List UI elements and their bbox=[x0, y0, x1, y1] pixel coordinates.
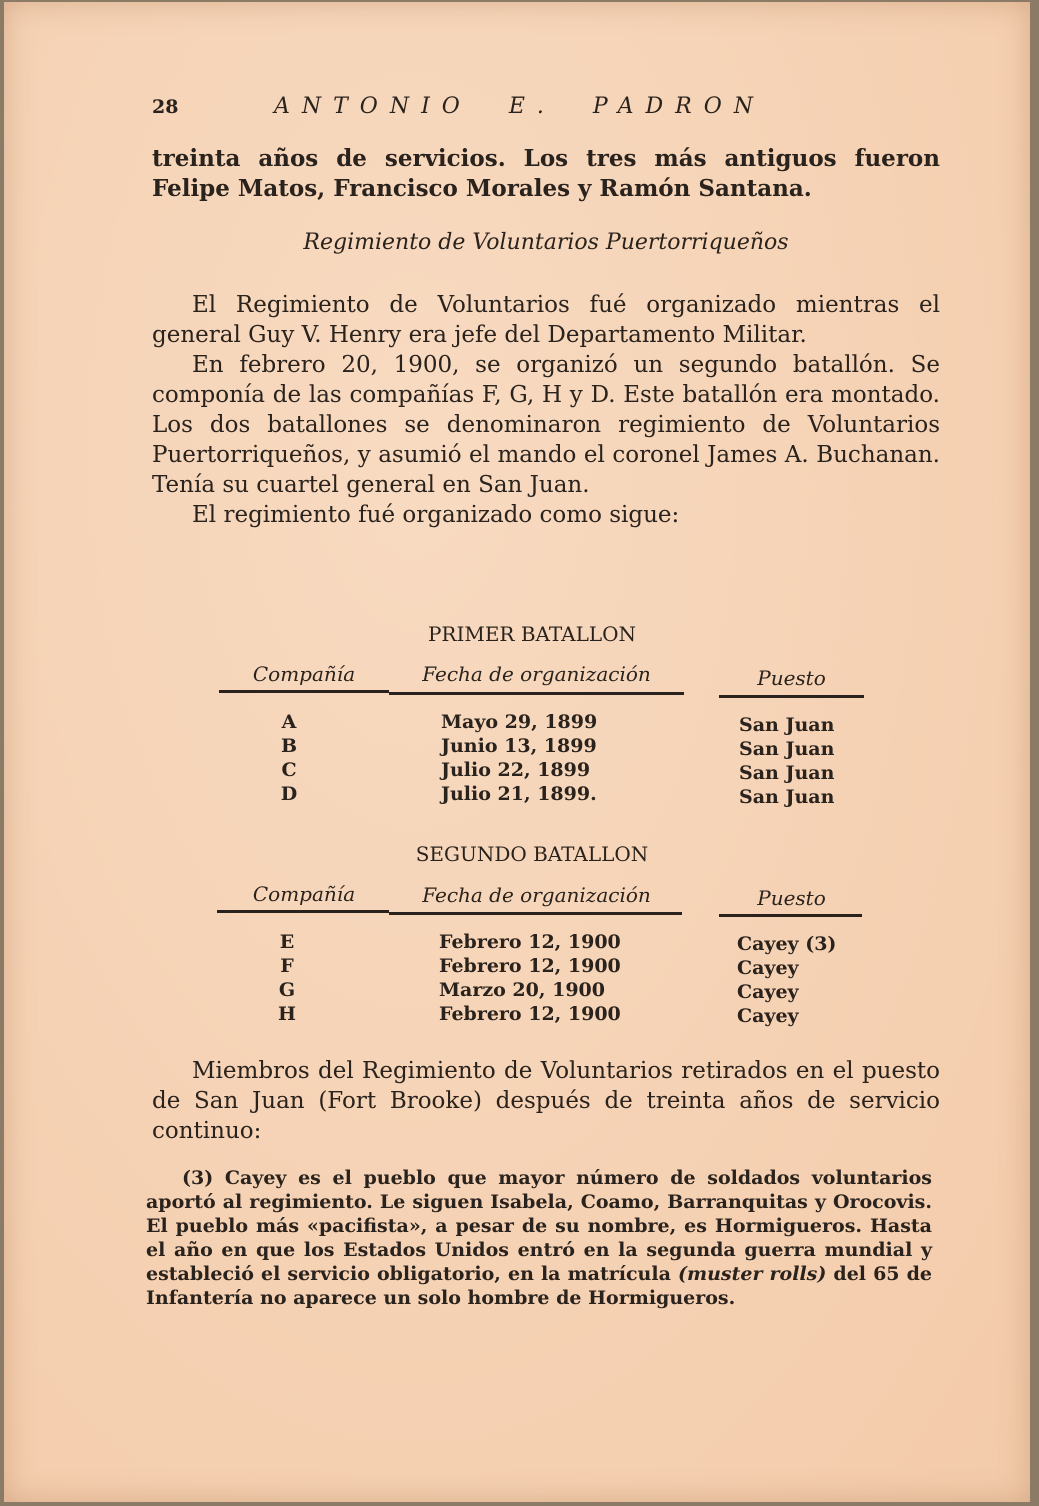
footnote-text bbox=[146, 1166, 932, 1310]
header-rule bbox=[719, 695, 864, 698]
table-cell: F bbox=[280, 955, 294, 977]
paragraph-regiment bbox=[152, 290, 940, 530]
table-cell: Febrero 12, 1900 bbox=[439, 1003, 621, 1025]
table-cell: B bbox=[280, 735, 298, 757]
paragraph-continuation bbox=[152, 144, 940, 204]
header-rule bbox=[719, 914, 862, 917]
paragraph-text: treinta años de servicios. Los tres más antiguos fueron Felipe Matos, Francisco Morales y Ramón Santana. bbox=[152, 145, 940, 202]
running-title: ANTONIO E. PADRON bbox=[274, 94, 766, 119]
table-cell: San Juan bbox=[739, 762, 835, 784]
paragraph-text: El regimiento fué organizado como sigue: bbox=[192, 502, 680, 528]
table-cell: Mayo 29, 1899 bbox=[441, 711, 598, 733]
footnote-part2: del 65 de Infantería no aparece un solo hombre de Hormigueros. bbox=[146, 1263, 932, 1309]
table-cell: E bbox=[279, 931, 295, 953]
table-cell: G bbox=[278, 979, 296, 1001]
header-rule bbox=[219, 690, 389, 693]
table-cell: H bbox=[278, 1003, 296, 1025]
table-cell: Julio 21, 1899. bbox=[441, 783, 597, 805]
table-cell: Febrero 12, 1900 bbox=[439, 931, 621, 953]
footnote-italic: (muster rolls) bbox=[677, 1263, 827, 1285]
table-cell: Marzo 20, 1900 bbox=[439, 979, 605, 1001]
header-rule bbox=[389, 912, 682, 915]
batallon-1-companies bbox=[274, 710, 304, 806]
page-header bbox=[152, 96, 832, 126]
batallon-1-posts bbox=[739, 713, 834, 809]
column-header-post: Puesto bbox=[757, 886, 826, 910]
column-header-company: Compañía bbox=[252, 882, 356, 906]
batallon-2-companies bbox=[272, 930, 302, 1026]
paragraph-retired-members bbox=[152, 1056, 940, 1146]
batallon-1-dates bbox=[441, 710, 597, 806]
table-cell: A bbox=[281, 711, 297, 733]
batallon-2-dates bbox=[439, 930, 621, 1026]
section-title: Regimiento de Voluntarios Puertorriqueños bbox=[303, 230, 789, 255]
column-header-company: Compañía bbox=[252, 662, 356, 686]
paragraph-text: Miembros del Regimiento de Voluntarios retirados en el puesto de San Juan (Fort Brooke) después de treinta años de servicio continuo: bbox=[152, 1058, 940, 1144]
header-rule bbox=[217, 910, 389, 913]
column-header-post: Puesto bbox=[757, 666, 826, 690]
table-cell: San Juan bbox=[739, 786, 835, 808]
batallon-1-title: PRIMER BATALLON bbox=[427, 622, 637, 646]
footnote-part1: (3) Cayey es el pueblo que mayor número de soldados voluntarios aportó al regimiento. Le siguen Isabela, Coamo, Barranquitas y Orocovis. El pueblo más «pacifista», a pesar de su nombre, es Hormigueros. Hasta el año en que los Estados Unidos entró en la segunda guerra mundial y estableció el servicio obligatorio, en la matrícula bbox=[146, 1167, 932, 1285]
table-cell: San Juan bbox=[739, 714, 835, 736]
page-number: 28 bbox=[152, 96, 179, 118]
paragraph-text: En febrero 20, 1900, se organizó un segundo batallón. Se componía de las compañías F, G, H y D. Este batallón era montado. Los dos batallones se denominaron regimiento de Voluntarios Puertorriqueños, y asumió el mando el coronel James A. Buchanan. Tenía su cuartel general en San Juan. bbox=[152, 352, 940, 498]
table-cell: D bbox=[280, 783, 298, 805]
table-cell: Febrero 12, 1900 bbox=[439, 955, 621, 977]
batallon-2-posts bbox=[737, 932, 836, 1028]
paragraph-text: El Regimiento de Voluntarios fué organizado mientras el general Guy V. Henry era jefe del Departamento Militar. bbox=[152, 292, 940, 348]
table-cell: Junio 13, 1899 bbox=[441, 735, 597, 757]
table-cell: San Juan bbox=[739, 738, 835, 760]
header-rule bbox=[389, 692, 684, 695]
table-cell: C bbox=[281, 759, 297, 781]
book-page bbox=[4, 2, 1030, 1502]
column-header-date: Fecha de organización bbox=[422, 662, 651, 686]
table-cell: Julio 22, 1899 bbox=[441, 759, 591, 781]
table-cell: Cayey bbox=[737, 957, 799, 979]
footnote bbox=[146, 1166, 932, 1310]
column-header-date: Fecha de organización bbox=[422, 883, 651, 907]
batallon-2-title: SEGUNDO BATALLON bbox=[415, 842, 649, 866]
table-cell: Cayey bbox=[737, 1005, 799, 1027]
table-cell: Cayey (3) bbox=[737, 933, 837, 955]
table-cell: Cayey bbox=[737, 981, 799, 1003]
